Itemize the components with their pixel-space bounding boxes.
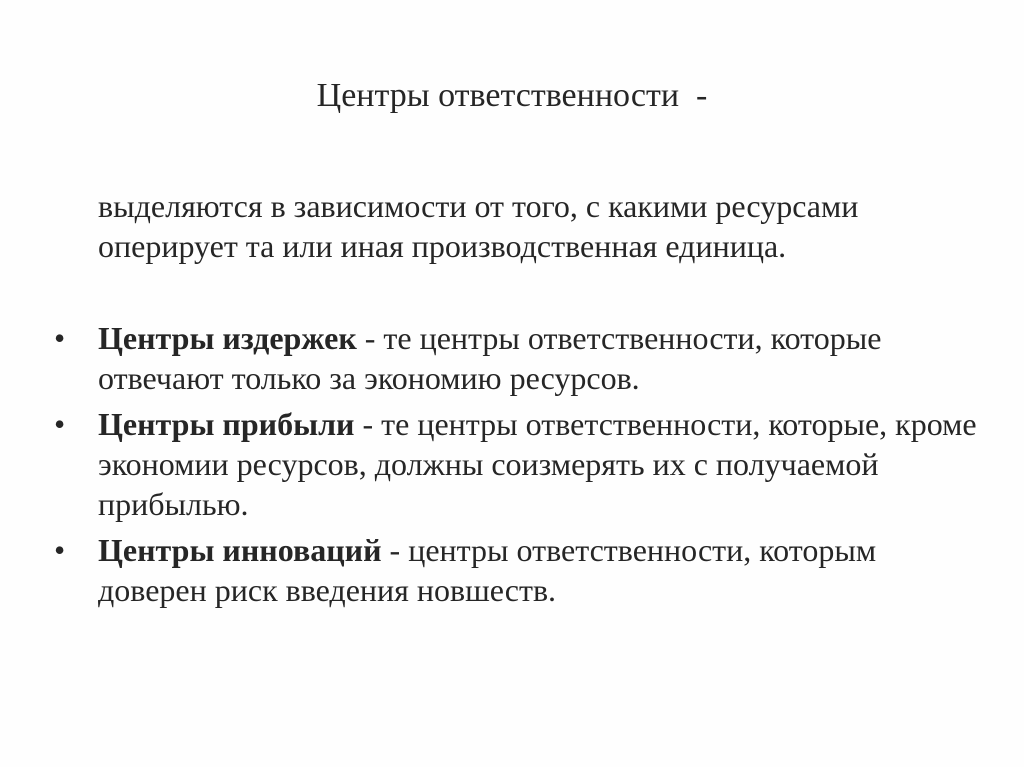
- list-item: [0, 530, 1024, 610]
- term-cost-centers: Центры издержек: [98, 320, 357, 356]
- term-innovation-centers: Центры инноваций: [98, 532, 382, 568]
- bullet-icon: •: [54, 320, 66, 356]
- list-item: [0, 404, 1024, 524]
- definition-text: - те центры ответственности, которые отвечают только за экономию ресурсов.: [98, 320, 882, 396]
- definition-text: - центры ответственности, которым доверен риск введения новшеств.: [98, 532, 877, 608]
- definition-text: - те центры ответственности, которые, кроме экономии ресурсов, должны соизмерять их с получаемой прибылью.: [98, 406, 977, 522]
- term-profit-centers: Центры прибыли: [98, 406, 355, 442]
- bullet-icon: •: [54, 406, 66, 442]
- bullet-icon: •: [54, 532, 66, 568]
- slide-title: Центры ответственности -: [316, 77, 708, 114]
- bullet-list: [0, 318, 1024, 616]
- intro-paragraph: выделяются в зависимости от того, с какими ресурсами оперирует та или иная производственная единица.: [98, 188, 859, 264]
- list-item: [0, 318, 1024, 398]
